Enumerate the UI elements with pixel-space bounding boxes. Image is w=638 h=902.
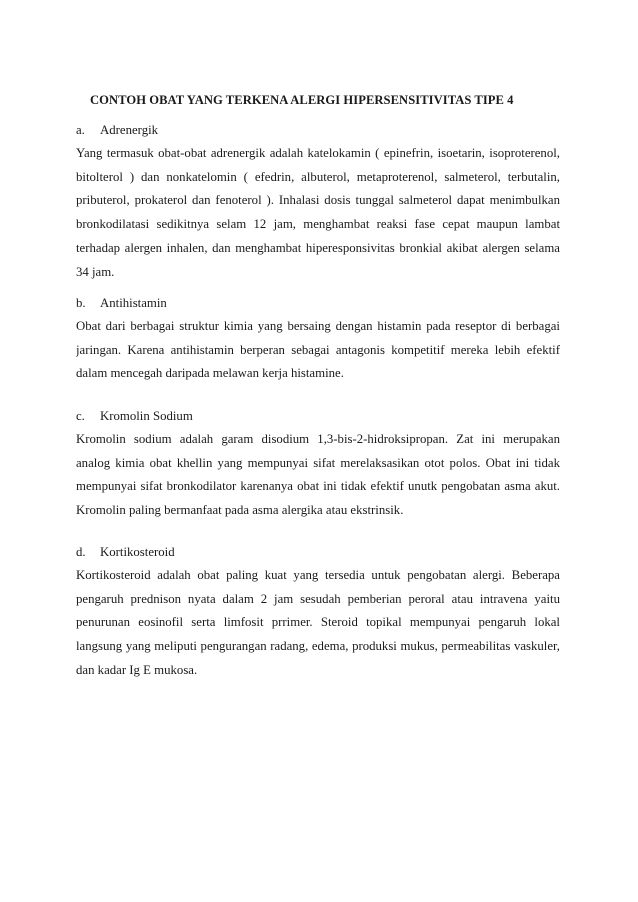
body-line: Kortikosteroid adalah obat paling kuat yang tersedia untuk pengobatan alergi. Beberapa — [76, 568, 560, 582]
body-line: penurunan eosinofil serta limfosit prrimer. Steroid topikal mempunyai pengaruh lokal — [76, 615, 560, 630]
document-title: CONTOH OBAT YANG TERKENA ALERGI HIPERSENSITIVITAS TIPE 4 — [90, 93, 514, 107]
body-line: Kromolin paling bermanfaat pada asma alergika atau ekstrinsik. — [76, 503, 404, 518]
body-line: bronkodilatasi sedikitnya selam 12 jam, menghambat reaksi fase cepat maupun lambat — [76, 217, 560, 232]
body-line: jaringan. Karena antihistamin berperan sebagai antagonis kompetitif mereka lebih efektif — [76, 342, 560, 357]
body-line: pengaruh prednison nyata dalam 2 jam sesudah pemberian peroral atau intravena yaitu — [76, 591, 560, 606]
section-body — [76, 142, 560, 284]
section-body — [76, 315, 560, 386]
body-line: analog kimia obat khellin yang mempunyai sifat merelaksasikan otot polos. Obat ini tidak — [76, 455, 560, 470]
body-line: dan kadar Ig E mukosa. — [76, 662, 198, 677]
section-kortikosteroid — [76, 540, 560, 683]
section-marker: b. — [76, 296, 86, 310]
section-body — [76, 564, 560, 683]
section-heading-text: Kromolin Sodium — [100, 409, 193, 423]
section-body — [76, 428, 560, 523]
body-line: dalam mencegah daripada melawan kerja histamine. — [76, 366, 344, 381]
body-line: Obat dari berbagai struktur kimia yang bersaing dengan histamin pada reseptor di berbagai — [76, 319, 560, 333]
section-adrenergik — [76, 118, 560, 284]
body-line: mempunyai sifat bronkodilator karenanya obat ini tidak efektif unutk pengobatan asma akut. — [76, 479, 560, 494]
section-antihistamin — [76, 291, 560, 386]
body-line: pributerol, prokaterol dan fenoterol ). Inhalasi dosis tunggal salmeterol dapat menimbulkan — [76, 193, 560, 208]
section-heading — [76, 404, 560, 428]
section-marker: d. — [76, 545, 86, 559]
section-heading — [76, 540, 560, 564]
body-line: terhadap alergen inhalen, dan menghambat hiperesponsivitas bronkial akibat alergen selama — [76, 240, 560, 255]
section-marker: a. — [76, 123, 85, 137]
section-heading-text: Antihistamin — [100, 296, 167, 310]
body-line: 34 jam. — [76, 264, 115, 279]
body-line: Yang termasuk obat-obat adrenergik adalah katelokamin ( epinefrin, isoetarin, isoproterenol, — [76, 146, 560, 160]
section-marker: c. — [76, 409, 85, 423]
section-kromolin-sodium — [76, 404, 560, 523]
body-line: Kromolin sodium adalah garam disodium 1,3-bis-2-hidroksipropan. Zat ini merupakan — [76, 432, 560, 446]
section-heading — [76, 118, 560, 142]
body-line: bitolterol ) dan nonkatelomin ( efedrin, albuterol, metaproterenol, salmeterol, terbutalin, — [76, 169, 560, 184]
section-heading-text: Adrenergik — [100, 123, 159, 137]
section-heading — [76, 291, 560, 315]
section-heading-text: Kortikosteroid — [100, 545, 175, 559]
body-line: langsung yang meliputi pengurangan radang, edema, produksi mukus, permeabilitas vaskuler, — [76, 639, 560, 654]
